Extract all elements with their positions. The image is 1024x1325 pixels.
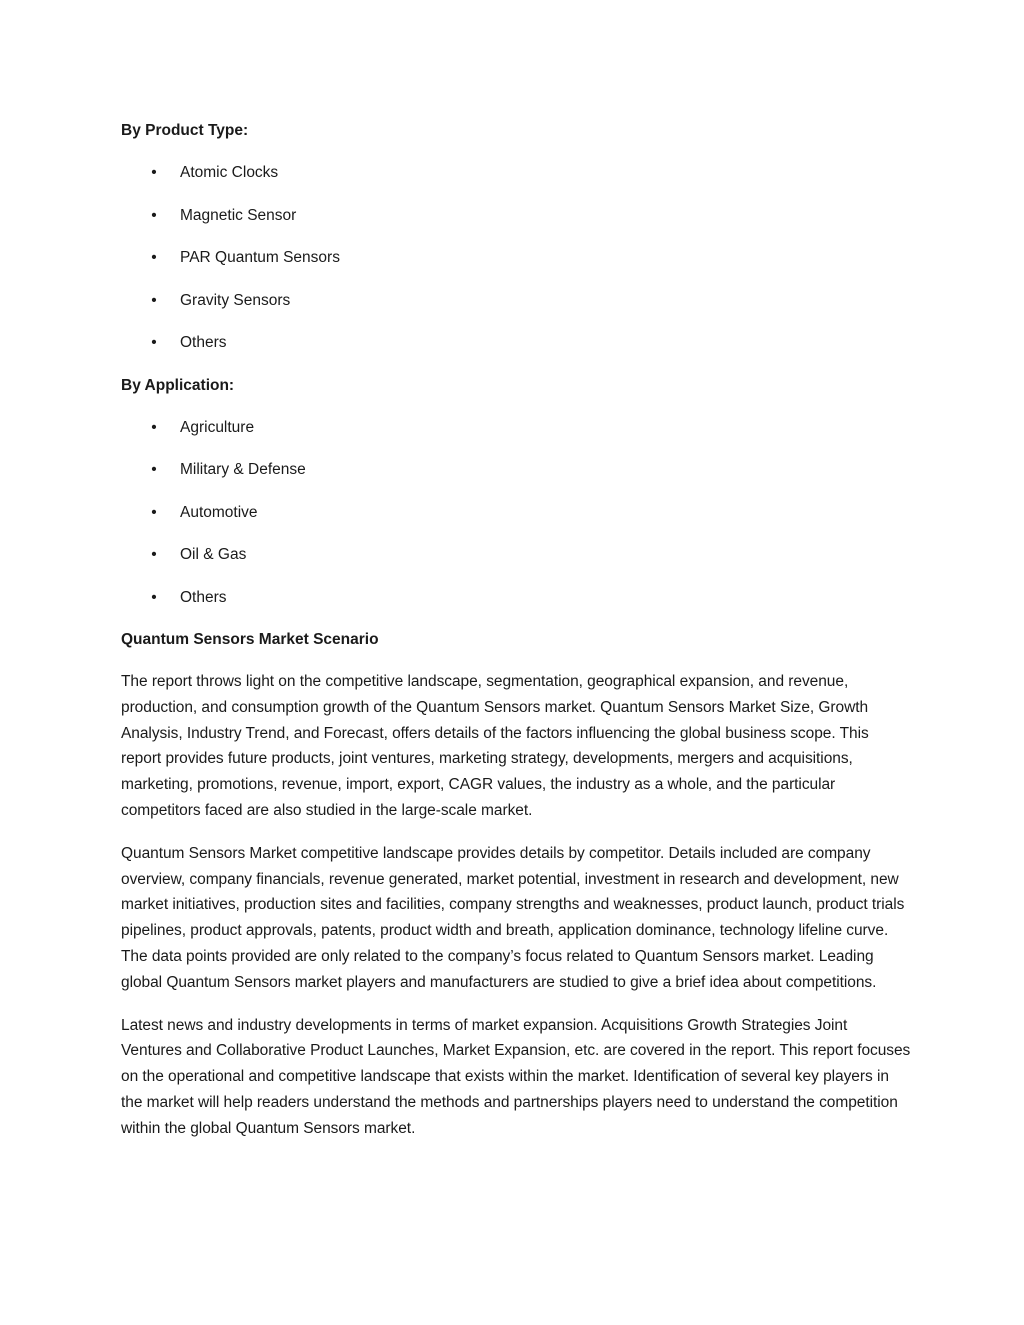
list-item (121, 585, 911, 611)
list-item (121, 160, 911, 186)
bullet-icon: • (151, 461, 157, 478)
scenario-paragraph-2: Quantum Sensors Market competitive landscape provides details by competitor. Details included are company overview, company financials, revenue generated, market potential, investment in research and development, new market initiatives, production sites and facilities, company strengths and weaknesses, product launch, product trials pipelines, product approvals, patents, product width and breath, application dominance, technology lifeline curve. The data points provided are only related to the company’s focus related to Quantum Sensors market. Leading global Quantum Sensors market players and manufacturers are studied to give a brief idea about competitions. (121, 844, 905, 991)
list-item (121, 288, 911, 314)
product-type-list (121, 160, 911, 356)
application-list (121, 415, 911, 611)
list-item-label: Atomic Clocks (180, 164, 279, 181)
scenario-paragraph-3: Latest news and industry developments in terms of market expansion. Acquisitions Growth Strategies Joint Ventures and Collaborative Product Launches, Market Expansion, etc. are covered in the report. This report focuses on the operational and competitive landscape that exists within the market. Identification of several key players in the market will help readers understand the methods and partnerships players need to understand the competition within the global Quantum Sensors market. (121, 1016, 911, 1137)
bullet-icon: • (151, 291, 157, 309)
list-item-label: Magnetic Sensor (180, 206, 297, 224)
list-item (121, 542, 911, 568)
product-type-heading: By Product Type: (121, 122, 249, 139)
list-item-label: Automotive (180, 503, 258, 521)
list-item-label: Oil & Gas (180, 546, 247, 563)
list-item (121, 330, 911, 356)
bullet-icon: • (151, 546, 157, 563)
list-item-label: Others (180, 588, 227, 606)
bullet-icon: • (151, 503, 157, 521)
list-item-label: Others (180, 334, 227, 351)
bullet-icon: • (151, 164, 157, 181)
bullet-icon: • (151, 588, 157, 606)
bullet-icon: • (151, 334, 157, 351)
list-item-label: Agriculture (180, 418, 255, 436)
list-item (121, 245, 911, 271)
list-item (121, 203, 911, 229)
bullet-icon: • (151, 206, 157, 224)
list-item (121, 415, 911, 441)
list-item-label: Military & Defense (180, 461, 306, 478)
list-item-label: PAR Quantum Sensors (180, 249, 340, 266)
list-item (121, 500, 911, 526)
list-item-label: Gravity Sensors (180, 291, 291, 309)
scenario-heading: Quantum Sensors Market Scenario (121, 631, 379, 648)
application-heading: By Application: (121, 376, 235, 394)
bullet-icon: • (151, 249, 157, 266)
bullet-icon: • (151, 418, 157, 436)
document-content (121, 118, 911, 1159)
list-item (121, 457, 911, 483)
scenario-paragraph-1: The report throws light on the competitive landscape, segmentation, geographical expansion, and revenue, production, and consumption growth of the Quantum Sensors market. Quantum Sensors Market Size, Growth Analysis, Industry Trend, and Forecast, offers details of the factors influencing the global business scope. This report provides future products, joint ventures, marketing strategy, developments, mergers and acquisitions, marketing, promotions, revenue, import, export, CAGR values, the industry as a whole, and the particular competitors faced are also studied in the large-scale market. (121, 673, 869, 819)
